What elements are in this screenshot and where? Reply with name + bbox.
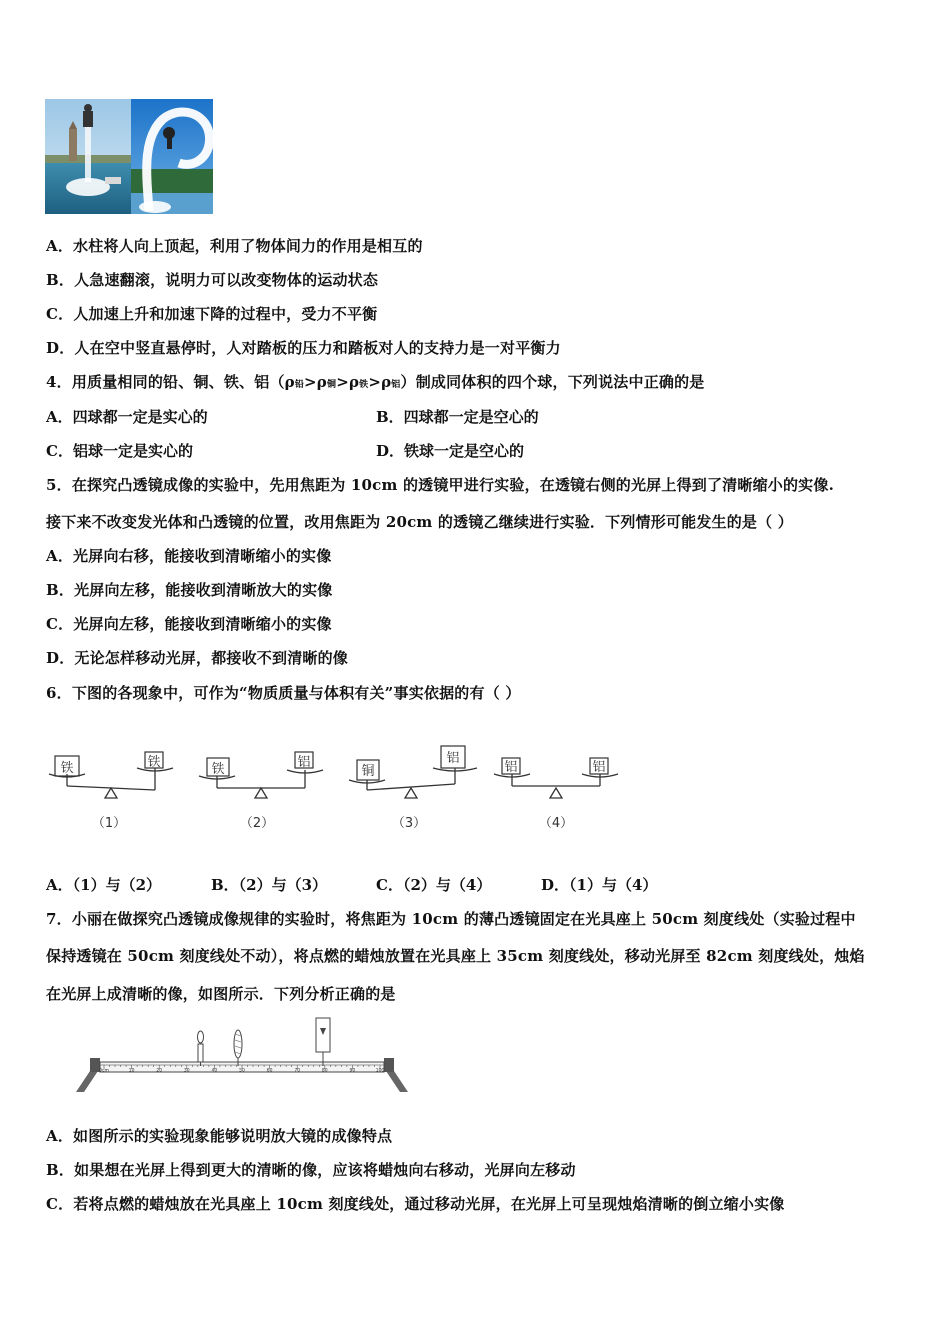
q7-stem-line-2: 保持透镜在 50cm 刻度线处不动），将点燃的蜡烛放置在光具座上 35cm 刻度线处，移动光屏至 82cm 刻度线处，烛焰 xyxy=(46,947,865,965)
q4-stem-part-b: ）制成同体积的四个球，下列说法中正确的是 xyxy=(400,373,705,391)
fig4-right-label: 铝 xyxy=(592,760,606,775)
q4-sub-lead: 铅 xyxy=(294,380,305,390)
ruler-tick-label: 70 xyxy=(294,1068,301,1074)
balance-figures xyxy=(45,740,635,835)
q5-stem-line-1: 5．在探究凸透镜成像的实验中，先用焦距为 10cm 的透镜甲进行实验，在透镜右侧的光屏上得到了清晰缩小的实像. xyxy=(46,476,834,494)
q4-gt-2: >ρ xyxy=(336,373,360,391)
fig4-caption: （4） xyxy=(538,816,574,831)
q7-stem-line-3: 在光屏上成清晰的像，如图所示．下列分析正确的是 xyxy=(46,985,396,1003)
q5-option-d: D．无论怎样移动光屏，都接收不到清晰的像 xyxy=(46,649,349,667)
bench-right-end xyxy=(384,1058,394,1072)
q7-option-c: C．若将点燃的蜡烛放在光具座上 10cm 刻度线处，通过移动光屏，在光屏上可呈现烛焰清晰的倒立缩小实像 xyxy=(46,1195,785,1213)
ruler-tick-label: 100 xyxy=(375,1068,385,1074)
flyboard-photo xyxy=(45,99,213,214)
q4-sub-copper: 铜 xyxy=(326,380,337,390)
fig1-right-label: 铁 xyxy=(147,755,161,770)
q4-option-a: A．四球都一定是实心的 xyxy=(46,408,208,426)
q7-option-a: A．如图所示的实验现象能够说明放大镜的成像特点 xyxy=(46,1127,393,1145)
ruler-tick-label: 80 xyxy=(321,1068,328,1074)
optical-bench-figure xyxy=(72,1014,412,1096)
fig2-caption: （2） xyxy=(239,816,275,831)
q3-option-c: C．人加速上升和加速下降的过程中，受力不平衡 xyxy=(46,305,378,323)
light-screen xyxy=(316,1018,330,1066)
q5-stem-line-2: 接下来不改变发光体和凸透镜的位置，改用焦距为 20cm 的透镜乙继续进行实验．下列情形可能发生的是（ ） xyxy=(46,513,793,531)
q4-sub-aluminum: 铝 xyxy=(391,380,401,390)
q4-option-d: D．铁球一定是空心的 xyxy=(376,442,525,460)
ruler-tick-label: 20 xyxy=(156,1068,163,1074)
ruler-tick-label: 30 xyxy=(183,1068,190,1074)
candle xyxy=(198,1031,204,1066)
fig1-left-label: 铁 xyxy=(60,761,74,776)
ruler-tick-label: 90 xyxy=(349,1068,356,1074)
q5-option-c: C．光屏向左移，能接收到清晰缩小的实像 xyxy=(46,615,332,633)
q4-sub-iron: 铁 xyxy=(359,380,369,390)
ruler-tick-label: 40 xyxy=(211,1068,218,1074)
q4-gt-1: >ρ xyxy=(304,373,327,391)
q4-option-b: B．四球都一定是空心的 xyxy=(376,408,539,426)
q4-stem-part-a: 4．用质量相同的铅、铜、铁、铝（ρ xyxy=(46,373,295,391)
q4-gt-3: >ρ xyxy=(368,373,392,391)
q3-option-b: B．人急速翻滚，说明力可以改变物体的运动状态 xyxy=(46,271,379,289)
q7-stem-line-1: 7．小丽在做探究凸透镜成像规律的实验时，将焦距为 10cm 的薄凸透镜固定在光具座上 50cm 刻度线处（实验过程中 xyxy=(46,910,856,928)
ruler-tick-label: 0cm xyxy=(99,1068,109,1074)
q6-option-b: B．（2）与（3） xyxy=(211,876,328,894)
q4-option-c: C．铝球一定是实心的 xyxy=(46,442,193,460)
fig4-left-label: 铝 xyxy=(504,760,518,775)
fig1-caption: （1） xyxy=(91,816,127,831)
ruler-tick-label: 10 xyxy=(128,1068,135,1074)
q6-option-c: C．（2）与（4） xyxy=(376,876,492,894)
fig3-right-label: 铝 xyxy=(446,751,460,766)
q5-option-a: A．光屏向右移，能接收到清晰缩小的实像 xyxy=(46,547,332,565)
q3-option-d: D．人在空中竖直悬停时，人对踏板的压力和踏板对人的支持力是一对平衡力 xyxy=(46,339,561,357)
fig2-right-label: 铝 xyxy=(297,755,311,770)
q6-option-d: D．（1）与（4） xyxy=(541,876,658,894)
ruler-tick-label: 50 xyxy=(239,1068,245,1074)
q6-stem: 6．下图的各现象中，可作为“物质质量与体积有关”事实依据的有（ ） xyxy=(46,684,521,702)
fig2-left-label: 铁 xyxy=(211,762,225,777)
ruler-tick-label: 60 xyxy=(266,1068,273,1074)
q6-option-a: A．（1）与（2） xyxy=(46,876,162,894)
convex-lens xyxy=(234,1030,242,1066)
q3-option-a: A．水柱将人向上顶起，利用了物体间力的作用是相互的 xyxy=(46,237,423,255)
q7-option-b: B．如果想在光屏上得到更大的清晰的像，应该将蜡烛向右移动，光屏向左移动 xyxy=(46,1161,576,1179)
q4-stem xyxy=(46,372,705,395)
q5-option-b: B．光屏向左移，能接收到清晰放大的实像 xyxy=(46,581,333,599)
fig3-caption: （3） xyxy=(391,816,427,831)
fig3-left-label: 铜 xyxy=(361,764,375,779)
